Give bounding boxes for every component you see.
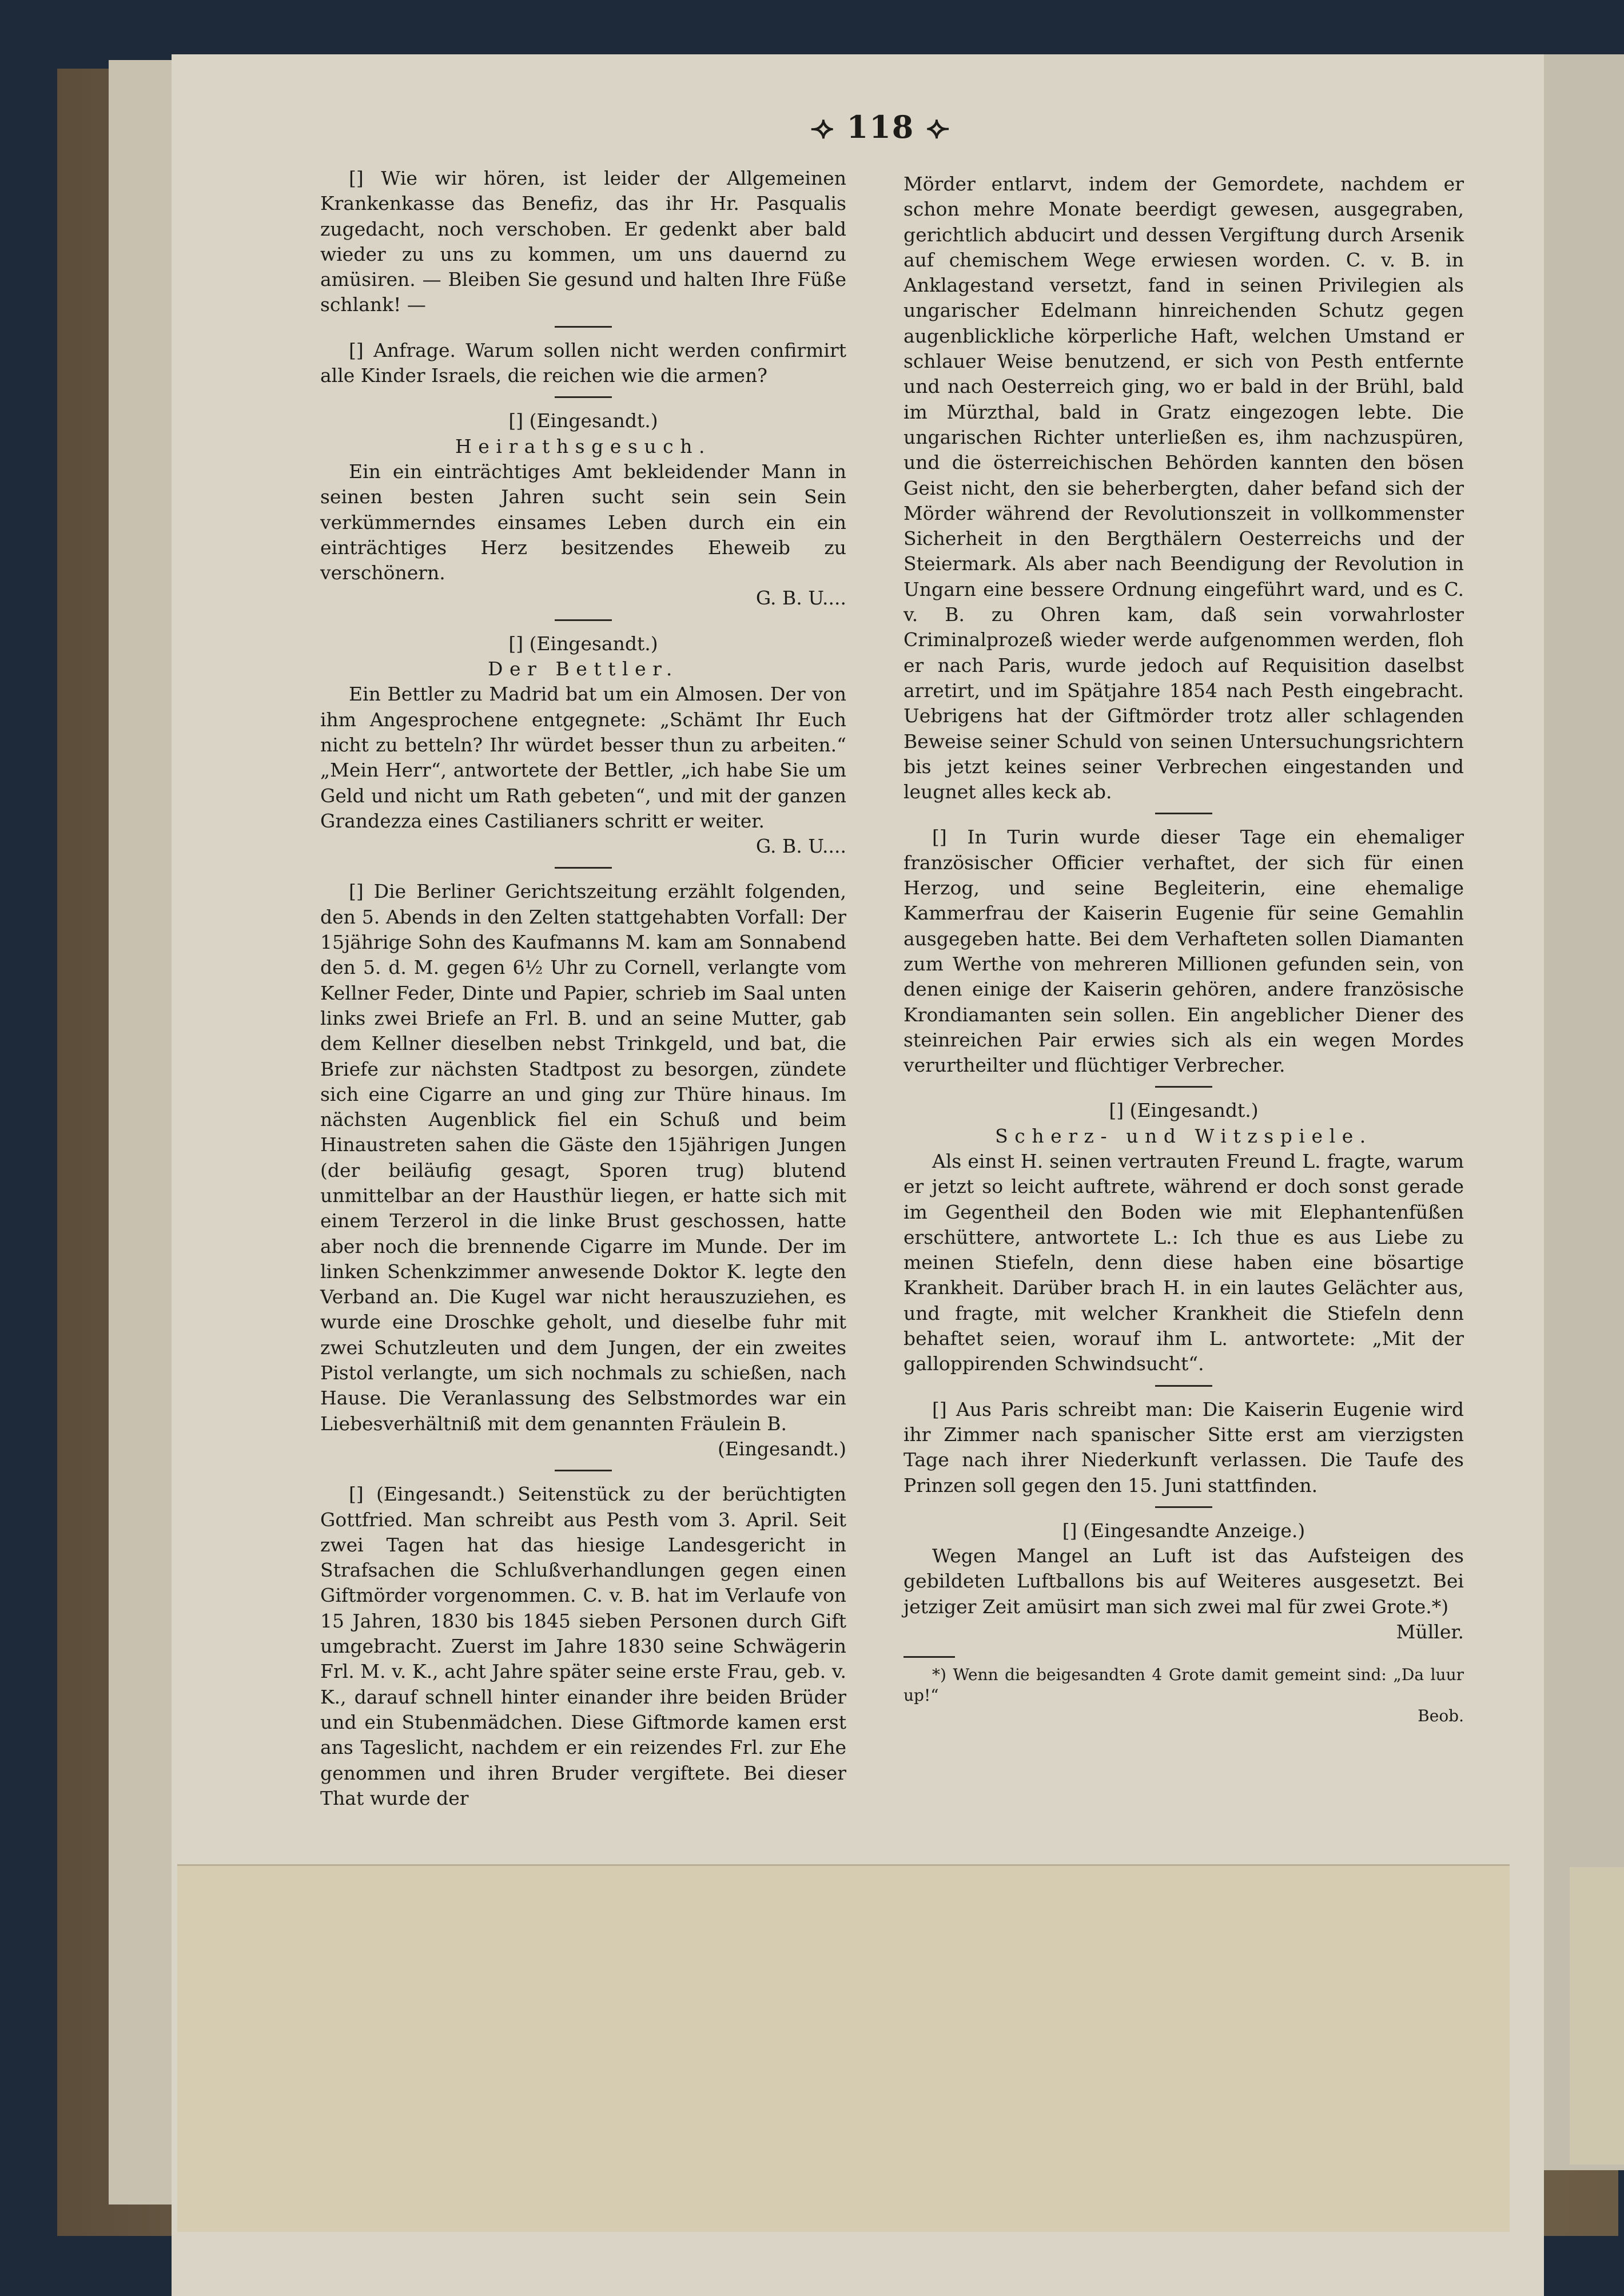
article-header: [] (Eingesandt.) (508, 409, 658, 432)
signature: G. B. U.... (755, 835, 846, 858)
article-heirathsgesuch: Ein ein einträchtiges Amt bekleidender Mann in seinen besten Jahren sucht sein sein Sein verkümmerndes einsames Leben durch ein ein einträchtiges Herz besitzendes Eheweib zu verschönern. (320, 460, 846, 584)
signature: (Eingesandt.) (717, 1437, 846, 1460)
divider (555, 326, 612, 328)
page-number-value: 118 (846, 109, 915, 145)
lower-paper-sheet (177, 1864, 1510, 2232)
footnote-rule (903, 1656, 955, 1658)
ornament-right: ⟣ (914, 109, 951, 145)
divider (555, 1470, 612, 1471)
article-paris: [] Aus Paris schreibt man: Die Kaiserin Eugenie wird ihr Zimmer nach spanischer Sitte erst am vierzigsten Tage nach ihrer Niederkunft verlassen. Die Taufe des Prinzen soll gegen den 15. Juni stattfinden. (903, 1398, 1464, 1497)
article-title: Scherz- und Witzspiele. (995, 1124, 1372, 1147)
page-edge (109, 60, 133, 2205)
article-anzeige: Wegen Mangel an Luft ist das Aufsteigen des gebildeten Luftballons bis auf Weiteres ausgesetzt. Bei jetziger Zeit amüsirt man sich zwei mal für zwei Grote.*) (903, 1545, 1464, 1618)
divider (555, 396, 612, 398)
footnote: *) Wenn die beigesandten 4 Grote damit gemeint sind: „Da luur up!“ (903, 1665, 1464, 1705)
article-giftmoerder: [] (Eingesandt.) Seitenstück zu der berüchtigten Gottfried. Man schreibt aus Pesth vom 3. April. Seit zwei Tagen hat das hiesige Landesgericht in Strafsachen die Schlußverhandlungen gegen einen Giftmörder vorgenommen. C. v. B. hat im Verlaufe von 15 Jahren, 1830 bis 1845 sieben Personen durch Gift umgebracht. Zuerst im Jahre 1830 seine Schwägerin Frl. M. v. K., acht Jahre später seine erste Frau, geb. v. K., darauf schnell hinter einander ihre beiden Brüder und ein Stubenmädchen. Diese Giftmorde kamen erst ans Tageslicht, nachdem er ein reizendes Frl. zur Ehe genommen und ihren Bruder vergiftete. Bei dieser That wurde der (320, 1483, 846, 1809)
article-bettler: Ein Bettler zu Madrid bat um ein Almosen. Der von ihm Angesprochene entgegnete: „Schämt Ihr Euch nicht zu betteln? Ihr würdet besser thun zu arbeiten.“ „Mein Herr“, antwortete der Bettler, „ich habe Sie um Geld und nicht um Rath gebeten“, und mit der ganzen Grandezza eines Castilianers schritt er weiter. (320, 683, 846, 832)
divider (1155, 1385, 1212, 1387)
left-column (320, 166, 846, 1811)
page-number (789, 109, 972, 146)
divider (1155, 813, 1212, 814)
footnote-signature: Beob. (1418, 1706, 1464, 1726)
divider (555, 619, 612, 621)
article-anfrage: [] Anfrage. Warum sollen nicht werden confirmirt alle Kinder Israels, die reichen wie die armen? (320, 339, 846, 387)
right-column (903, 172, 1464, 1726)
next-page-edge (1544, 54, 1624, 2170)
article-title: Heirathsgesuch. (455, 435, 712, 457)
divider (555, 867, 612, 869)
signature: G. B. U.... (755, 587, 846, 610)
signature: Müller. (1396, 1621, 1464, 1644)
ornament-left: ⟢ (810, 109, 847, 145)
article-header: [] (Eingesandt.) (508, 632, 658, 655)
article-title: Der Bettler. (488, 658, 679, 681)
divider (1155, 1506, 1212, 1508)
article-header: [] (Eingesandt.) (1109, 1099, 1259, 1122)
article-benefiz: [] Wie wir hören, ist leider der Allgemeinen Krankenkasse das Benefiz, das ihr Hr. Pasqualis zugedacht, noch verschoben. Er gedenkt aber bald wieder zu uns zu kommen, um uns dauernd zu amüsiren. — Bleiben Sie gesund und halten Ihre Füße schlank! — (320, 167, 846, 316)
article-gerichtszeitung: [] Die Berliner Gerichtszeitung erzählt folgenden, den 5. Abends in den Zelten stattgehabten Vorfall: Der 15jährige Sohn des Kaufmanns M. kam am Sonnabend den 5. d. M. gegen 6½ Uhr zu Cornell, verlangte vom Kellner Feder, Dinte und Papier, schrieb im Saal unten links zwei Briefe an Frl. B. und an seine Mutter, gab dem Kellner dieselben nebst Trinkgeld, und bat, die Briefe zur nächsten Stadtpost zu besorgen, zündete sich eine Cigarre an und ging zur Thüre hinaus. Im nächsten Augenblick fiel ein Schuß und beim Hinaustreten sahen die Gäste den 15jährigen Jungen (der beiläufig gesagt, Sporen trug) blutend unmittelbar an der Hausthür liegen, er hatte sich mit einem Terzerol in die linke Brust geschossen, hatte aber noch die brennende Cigarre im Munde. Der im linken Schenkzimmer anwesende Doktor K. legte den Verband an. Die Kugel war nicht herauszuziehen, es wurde eine Droschke geholt, und dieselbe fuhr mit zwei Schutzleuten und dem Jungen, der ein zweites Pistol verlangte, um sich nochmals zu schießen, nach Hause. Die Veranlassung des Selbstmordes war ein Liebesverhältniß mit dem genannten Fräulein B. (320, 880, 846, 1435)
article-giftmoerder-continued: Mörder entlarvt, indem der Gemordete, nachdem er schon mehre Monate beerdigt gewesen, ausgegraben, gerichtlich abducirt und dessen Vergiftung durch Arsenik auf chemischem Wege erwiesen worden. C. v. B. in Anklagestand versetzt, fand in seinen Privilegien als ungarischer Edelmann hinreichenden Schutz gegen augenblickliche körperliche Haft, welchen Umstand er schlauer Weise benutzend, er sich von Pesth entfernte und nach Oesterreich ging, wo er bald in der Brühl, bald im Mürzthal, bald in Gratz eingezogen lebte. Die ungarischen Richter unterließen es, ihm nachzuspüren, und die österreichischen Behörden kannten den bösen Geist nicht, den sie beherbergten, daher befand sich der Mörder während der Revolutionszeit in vollkommenster Sicherheit in den Bergthälern Oesterreichs und der Steiermark. Als aber nach Beendigung der Revolution in Ungarn eine bessere Ordnung eingeführt ward, und es C. v. B. zu Ohren kam, daß sein vorwahrloster Criminalprozeß wieder werde aufgenommen werden, floh er nach Paris, wurde jedoch auf Requisition daselbst arretirt, und im Spätjahre 1854 nach Pesth eingebracht. Uebrigens hat der Giftmörder trotz aller schlagenden Beweise seiner Schuld von seinen Untersuchungsrichtern bis jetzt keines seiner Verbrechen eingestanden und leugnet alles keck ab. (903, 173, 1464, 803)
article-turin: [] In Turin wurde dieser Tage ein ehemaliger französischer Officier verhaftet, der sich für einen Herzog, und seine Begleiterin, eine ehemalige Kammerfrau der Kaiserin Eugenie für seine Gemahlin ausgegeben hatte. Bei dem Verhafteten sollen Diamanten zum Werthe von mehreren Millionen gefunden sein, von denen einige der Kaiserin gehören, andere französische Krondiamanten sein sollen. Ein angeblicher Diener des steinreichen Pair erwies sich als ein wegen Mordes verurtheilter und flüchtiger Verbrecher. (903, 826, 1464, 1077)
lower-right-sheet (1570, 1867, 1624, 2164)
article-scherz: Als einst H. seinen vertrauten Freund L. fragte, warum er jetzt so leicht auftrete, während er doch sonst gerade im Gegentheil den Boden wie mit Elephantenfüßen erschüttere, antwortete L.: Ich thue es aus Liebe zu meinen Stiefeln, denn diese haben eine bösartige Krankheit. Darüber brach H. in ein lautes Gelächter aus, und fragte, mit welcher Krankheit die Stiefeln denn behaftet seien, worauf ihm L. antwortete: „Mit der galloppirenden Schwindsucht“. (903, 1149, 1464, 1375)
divider (1155, 1086, 1212, 1088)
article-header: [] (Eingesandte Anzeige.) (1062, 1519, 1305, 1542)
